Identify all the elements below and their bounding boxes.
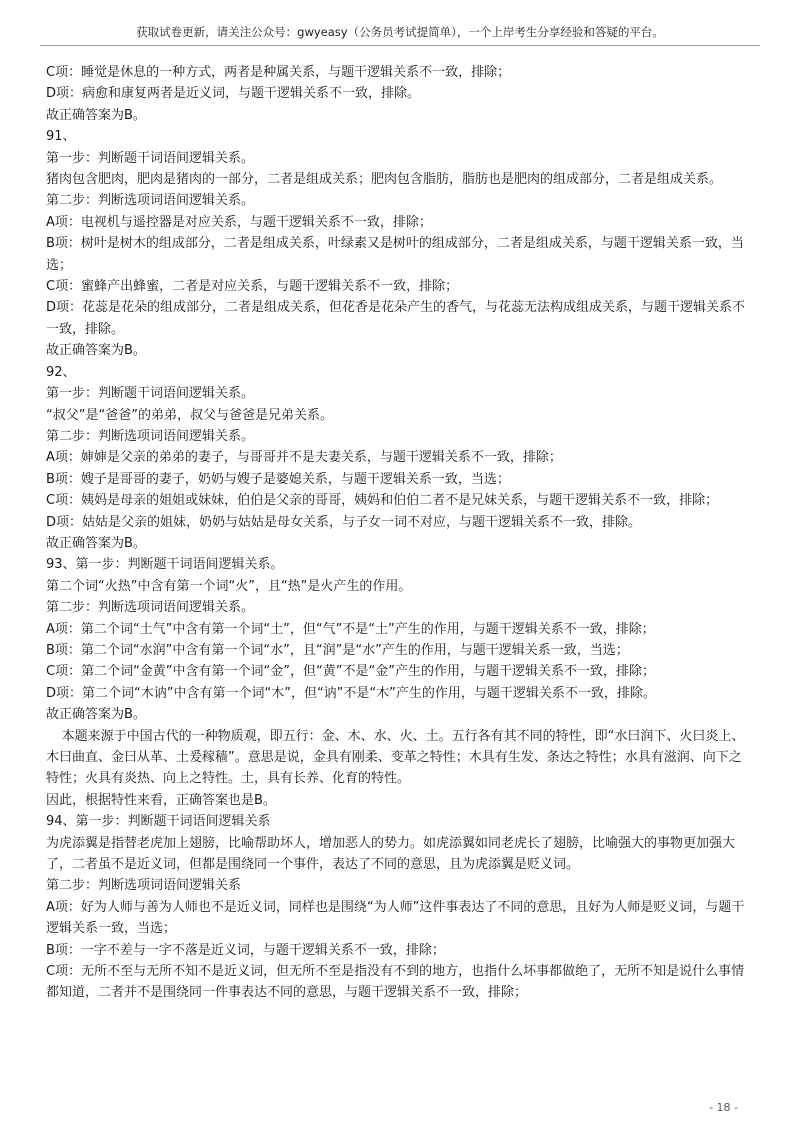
step-heading: 第一步：判断题干词语间逻辑关系。	[46, 386, 255, 402]
question-number: 91、	[46, 129, 76, 145]
text-line: D项：病愈和康复两者是近义词，与题干逻辑关系不一致，排除。	[46, 86, 421, 102]
answer-line: 故正确答案为B。	[46, 343, 146, 359]
answer-line: 故正确答案为B。	[46, 535, 146, 551]
question-number: 92、	[46, 364, 76, 380]
answer-line: 故正确答案为B。	[46, 707, 146, 723]
text-line: 故正确答案为B。	[46, 107, 146, 123]
text-line: 猪肉包含肥肉，肥肉是猪肉的一部分，二者是组成关系；肥肉包含脂肪，脂肪也是肥肉的组成部分，二者是组成关系。	[46, 172, 723, 188]
step-heading: 第二步：判断选项词语间逻辑关系。	[46, 193, 255, 209]
step-heading: 93、第一步：判断题干词语间逻辑关系。	[46, 557, 284, 573]
option-b: B项：一字不差与一字不落是近义词，与题干逻辑关系不一致，排除；	[46, 942, 445, 958]
step-heading: 第二步：判断选项词语间逻辑关系。	[46, 600, 255, 616]
option-b: B项：嫂子是哥哥的妻子，奶奶与嫂子是婆媳关系，与题干逻辑关系一致，当选；	[46, 471, 510, 487]
option-a: A项：好为人师与善为人师也不是近义词，同样也是围绕“为人师”这件事表达了不同的意思，且好为人师是贬义词，与题干逻辑关系一致，当选；	[46, 899, 745, 937]
option-b: B项：第二个词“水润”中含有第一个词“水”，且“润”是“水”产生的作用，与题干逻辑关系一致，当选；	[46, 642, 629, 658]
explanation-paragraph: 本题来源于中国古代的一种物质观，即五行：金、木、水、火、土。五行各有其不同的特性，即“水曰润下、火曰炎上、木曰曲直、金曰从革、土爰稼穑”。意思是说，金具有刚柔、变革之特性；木具有生发、条达之特性；水具有滋润、向下之特性；火具有炎热、向上之特性。土，具有长养、化育的特性。	[46, 728, 745, 787]
option-a: A项：婶婶是父亲的弟弟的妻子，与哥哥并不是夫妻关系，与题干逻辑关系不一致，排除；	[46, 450, 562, 466]
text-line: 因此，根据特性来看，正确答案也是B。	[46, 792, 276, 808]
text-line: 第二个词“火热”中含有第一个词“火”，且“热”是火产生的作用。	[46, 578, 412, 594]
page-header: 获取试卷更新，请关注公众号：gwyeasy（公务员考试提简单），一个上岸考生分享经验和答疑的平台。	[40, 24, 760, 46]
option-c: C项：姨妈是母亲的姐姐或妹妹，伯伯是父亲的哥哥，姨妈和伯伯二者不是兄妹关系，与题干逻辑关系不一致，排除；	[46, 493, 719, 509]
step-heading: 94、第一步：判断题干词语间逻辑关系	[46, 814, 271, 830]
option-a: A项：第二个词“土气”中含有第一个词“土”，但“气”不是“土”产生的作用，与题干逻辑关系不一致，排除；	[46, 621, 655, 637]
option-c: C项：第二个词“金黄”中含有第一个词“金”，但“黄”不是“金”产生的作用，与题干逻辑关系不一致，排除；	[46, 664, 655, 680]
option-d: D项：第二个词“木讷”中含有第一个词“木”，但“讷”不是“木”产生的作用，与题干逻辑关系不一致，排除。	[46, 685, 656, 701]
text-line: C项：睡觉是休息的一种方式，两者是种属关系，与题干逻辑关系不一致，排除；	[46, 65, 511, 80]
step-heading: 第二步：判断选项词语间逻辑关系	[46, 878, 242, 894]
option-c: C项：无所不至与无所不知不是近义词，但无所不至是指没有不到的地方，也指什么坏事都做绝了，无所不知是说什么事情都知道，二者并不是围绕同一件事表达不同的意思，与题干逻辑关系不一致，排除；	[46, 964, 745, 1001]
page-number: - 18 -	[709, 1101, 738, 1114]
option-b: B项：树叶是树木的组成部分，二者是组成关系，叶绿素又是树叶的组成部分，二者是组成关系，与题干逻辑关系一致，当选；	[46, 236, 744, 273]
option-d: D项：花蕊是花朵的组成部分，二者是组成关系，但花香是花朵产生的香气，与花蕊无法构成组成关系，与题干逻辑关系不一致，排除。	[46, 300, 746, 337]
text-line: “叔父”是“爸爸”的弟弟，叔父与爸爸是兄弟关系。	[46, 407, 333, 423]
option-c: C项：蜜蜂产出蜂蜜，二者是对应关系，与题干逻辑关系不一致，排除；	[46, 279, 459, 295]
step-heading: 第一步：判断题干词语间逻辑关系。	[46, 150, 255, 166]
text-line: 为虎添翼是指替老虎加上翅膀，比喻帮助坏人，增加恶人的势力。如虎添翼如同老虎长了翅膀，比喻强大的事物更加强大了，二者虽不是近义词，但都是围绕同一个事件，表达了不同的意思，且为虎添翼是贬义词。	[46, 835, 736, 873]
option-a: A项：电视机与遥控器是对应关系，与题干逻辑关系不一致，排除；	[46, 214, 432, 230]
step-heading: 第二步：判断选项词语间逻辑关系。	[46, 428, 255, 444]
option-d: D项：姑姑是父亲的姐妹，奶奶与姑姑是母女关系，与子女一词不对应，与题干逻辑关系不一致，排除。	[46, 514, 642, 530]
document-body	[46, 62, 754, 1004]
